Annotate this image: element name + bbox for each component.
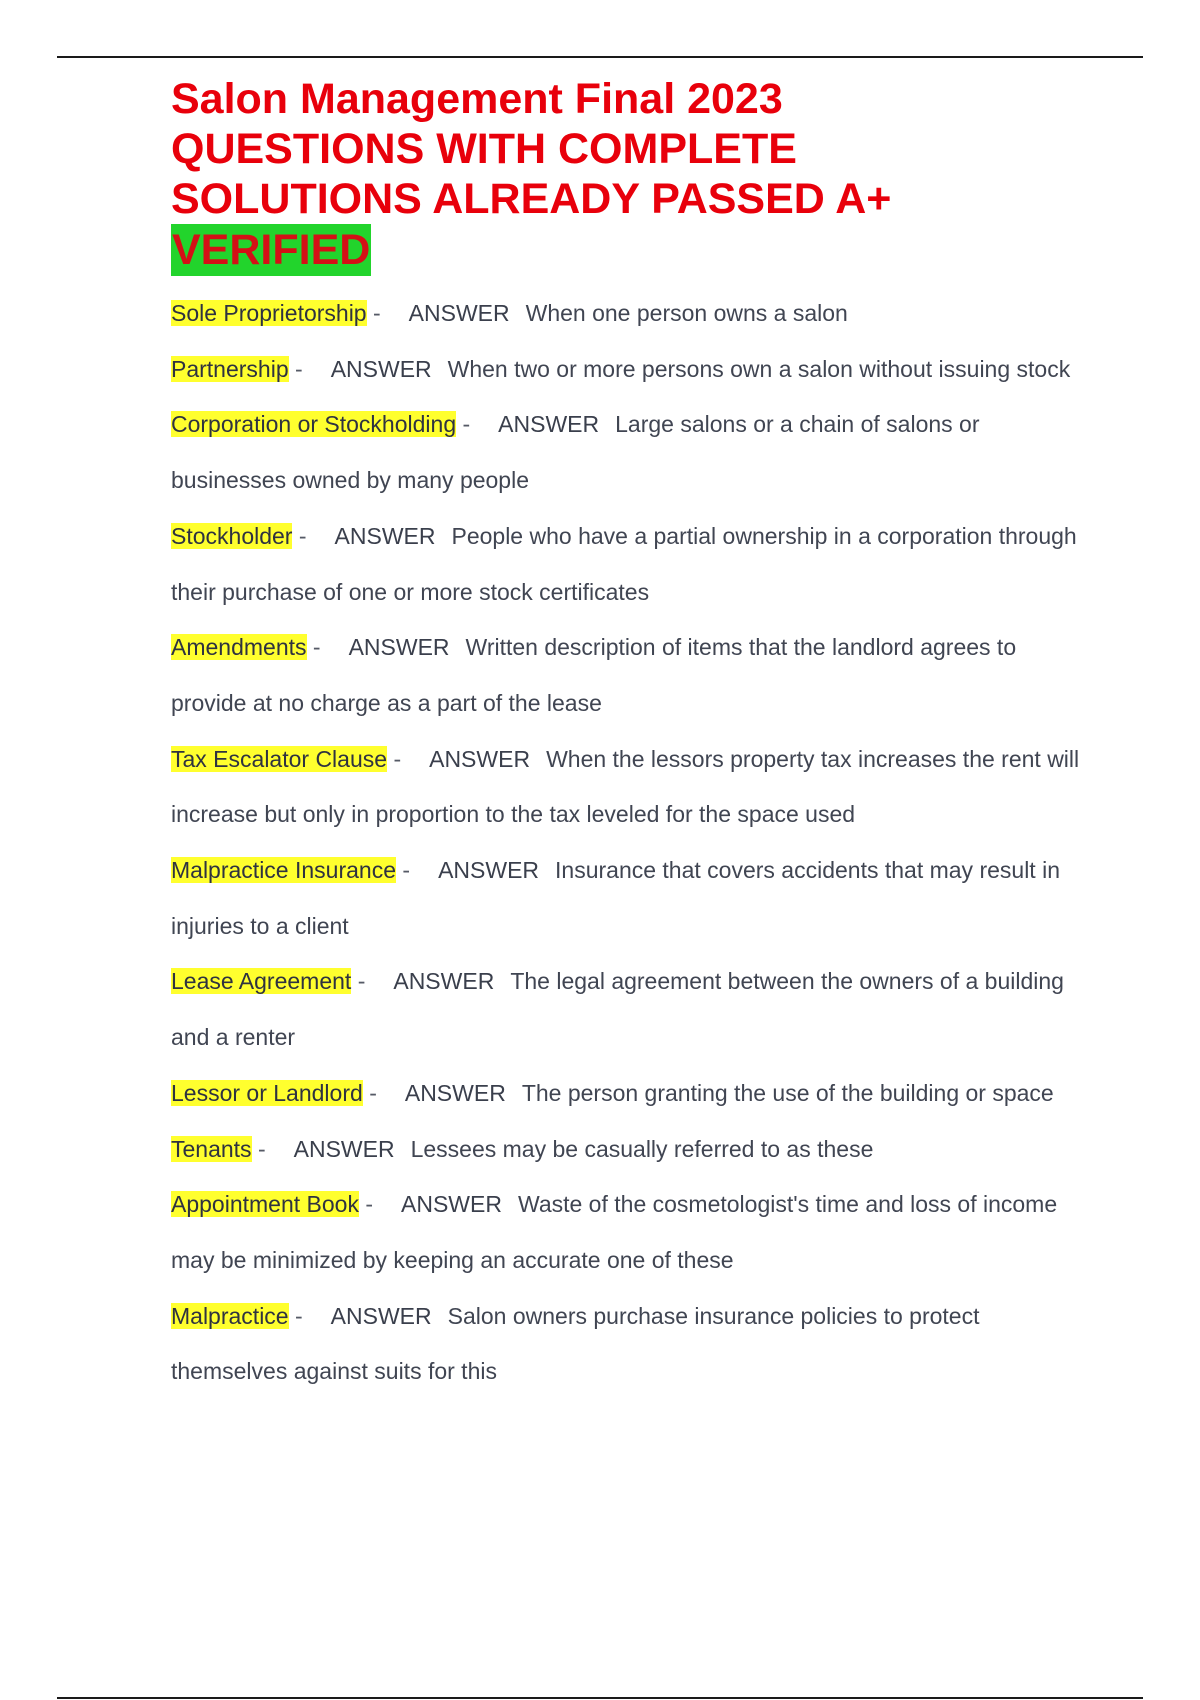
term-text: Sole Proprietorship xyxy=(171,300,367,326)
list-item xyxy=(171,1122,1091,1178)
document-body xyxy=(171,74,1091,1400)
answer-label: ANSWER xyxy=(498,411,600,438)
separator-dash: - xyxy=(365,1191,374,1218)
answer-label: ANSWER xyxy=(330,355,432,382)
term-text: Malpractice Insurance xyxy=(171,857,396,884)
separator-dash: - xyxy=(312,634,321,661)
list-item xyxy=(171,397,1091,508)
list-item xyxy=(171,509,1091,620)
definition-text: Insurance that covers accidents that may result in injuries to a client xyxy=(171,857,1060,939)
definition-text: Written description of items that the landlord agrees to provide at no charge as a part of the lease xyxy=(171,634,1017,716)
list-item xyxy=(171,1066,1091,1122)
answer-label: ANSWER xyxy=(393,968,495,995)
answer-label: ANSWER xyxy=(293,1135,395,1162)
document-title xyxy=(171,74,1091,276)
definition-text: The legal agreement between the owners of a building and a renter xyxy=(171,968,1064,1051)
title-line-1: Salon Management Final 2023 xyxy=(171,75,783,123)
term-text: Lease Agreement xyxy=(171,968,352,995)
separator-dash: - xyxy=(357,968,366,995)
term-text: Partnership xyxy=(171,355,289,382)
answer-label: ANSWER xyxy=(330,1302,432,1329)
definition-text: People who have a partial ownership in a corporation through their purchase of one or more stock certificates xyxy=(171,522,1077,605)
term-text: Appointment Book xyxy=(171,1191,359,1218)
top-rule xyxy=(57,56,1143,58)
verified-badge: VERIFIED xyxy=(172,226,371,274)
separator-dash: - xyxy=(462,411,471,438)
term-text: Amendments xyxy=(171,634,307,661)
separator-dash: - xyxy=(373,300,381,326)
answer-label: ANSWER xyxy=(334,522,436,549)
definition-text: Lessees may be casually referred to as these xyxy=(410,1135,874,1162)
term-text: Corporation or Stockholding xyxy=(171,411,457,438)
answer-label: ANSWER xyxy=(404,1079,506,1106)
list-item xyxy=(171,843,1091,954)
answer-label: ANSWER xyxy=(348,634,450,661)
definition-text: The person granting the use of the building or space xyxy=(521,1079,1054,1106)
separator-dash: - xyxy=(393,745,402,772)
answer-label: ANSWER xyxy=(408,300,510,326)
list-item xyxy=(171,954,1091,1065)
term-text: Tenants xyxy=(171,1135,252,1162)
definition-text: When two or more persons own a salon without issuing stock xyxy=(447,355,1071,382)
list-item xyxy=(171,342,1091,398)
definition-text: Waste of the cosmetologist's time and loss of income may be minimized by keeping an accurate one of these xyxy=(171,1191,1058,1273)
separator-dash: - xyxy=(295,355,303,382)
title-line-2: QUESTIONS WITH COMPLETE xyxy=(171,125,797,173)
definition-text: Salon owners purchase insurance policies to protect themselves against suits for this xyxy=(171,1302,980,1385)
definition-text: When one person owns a salon xyxy=(525,300,848,326)
separator-dash: - xyxy=(257,1135,266,1162)
term-text: Lessor or Landlord xyxy=(171,1079,363,1106)
list-item xyxy=(171,1177,1091,1288)
definition-text: Large salons or a chain of salons or businesses owned by many people xyxy=(171,411,980,494)
term-text: Stockholder xyxy=(171,522,293,549)
answer-label: ANSWER xyxy=(401,1191,502,1218)
separator-dash: - xyxy=(295,1302,303,1329)
separator-dash: - xyxy=(402,857,411,884)
answer-label: ANSWER xyxy=(438,857,540,884)
term-text: Malpractice xyxy=(171,1302,289,1329)
title-line-3: SOLUTIONS ALREADY PASSED A+ xyxy=(171,175,892,223)
definition-text: When the lessors property tax increases the rent will increase but only in proportion to the tax leveled for the space used xyxy=(171,745,1080,828)
answer-label: ANSWER xyxy=(429,745,531,772)
list-item xyxy=(171,286,1091,342)
list-item xyxy=(171,620,1091,731)
separator-dash: - xyxy=(298,522,307,549)
list-item xyxy=(171,1289,1091,1400)
qa-list xyxy=(171,286,1091,1400)
separator-dash: - xyxy=(369,1079,377,1106)
term-text: Tax Escalator Clause xyxy=(171,745,388,772)
bottom-rule xyxy=(57,1697,1143,1699)
list-item xyxy=(171,732,1091,843)
